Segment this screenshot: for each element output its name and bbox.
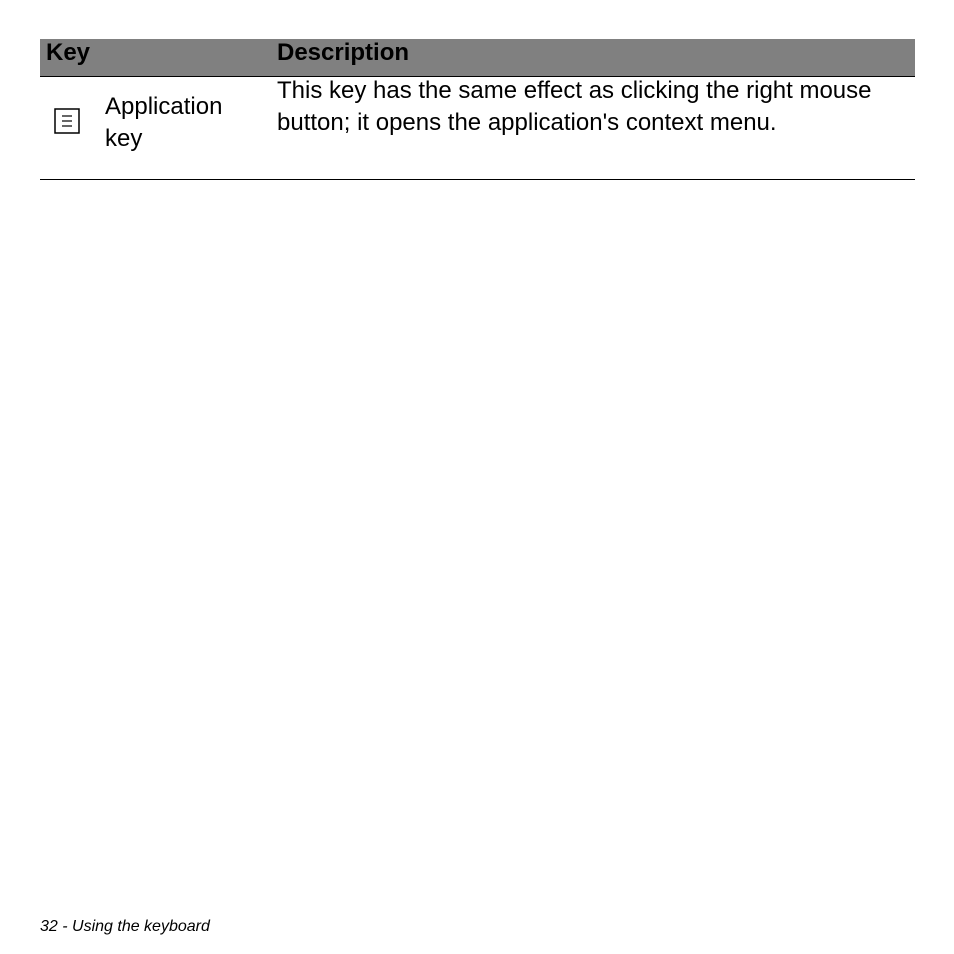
key-name: Application key [105,93,223,152]
table-header-row [40,39,915,77]
application-menu-icon [54,108,80,134]
page-footer: 32 - Using the keyboard [40,918,210,935]
header-key: Key [46,39,91,66]
header-description: Description [277,39,410,66]
key-table [40,39,915,180]
key-description: This key has the same effect as clicking the right mouse button; it opens the application's context menu. [277,77,872,136]
table-row [40,77,915,180]
